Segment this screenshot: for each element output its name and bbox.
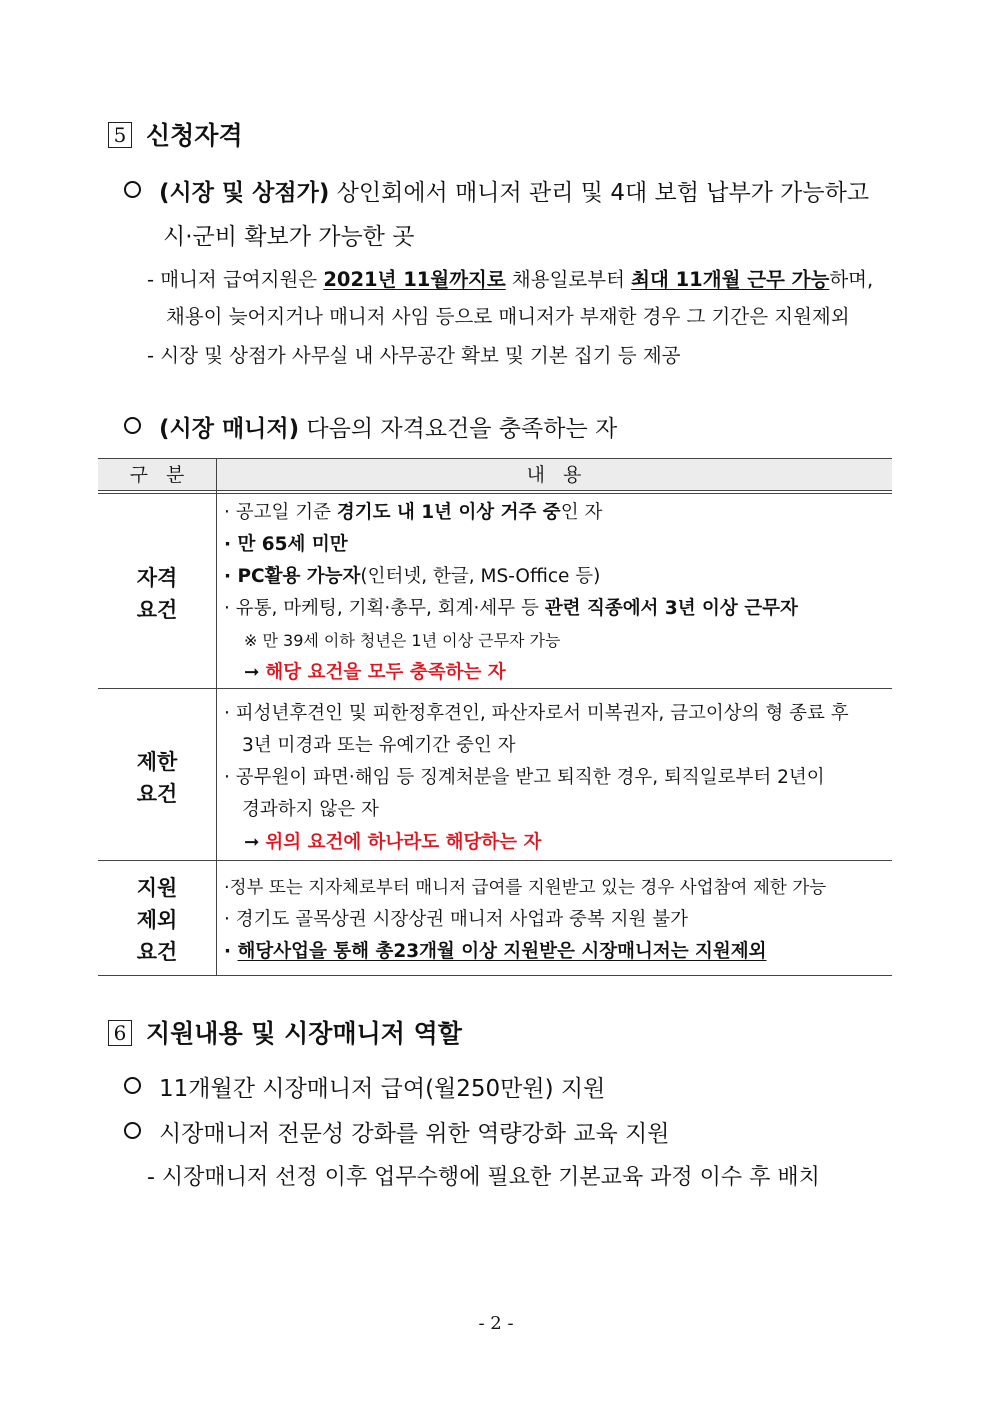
circle-bullet-icon <box>124 1077 141 1094</box>
sub-item-salary <box>147 264 873 292</box>
table-bottom-border <box>98 975 892 976</box>
label-line: 제한 <box>136 750 178 774</box>
sub-item-training-detail: - 시장매니저 선정 이후 업무수행에 필요한 기본교육 과정 이수 후 배치 <box>147 1165 820 1190</box>
sub-item-salary-cont: 채용이 늦어지거나 매니저 사임 등으로 매니저가 부재한 경우 그 기간은 지원제외 <box>166 305 850 328</box>
column-divider <box>216 458 217 976</box>
restrict-item-official: · 공무원이 파면·해임 등 징계처분을 받고 퇴직한 경우, 퇴직일로부터 2년이 <box>224 767 825 788</box>
section-title: 신청자격 <box>146 121 243 150</box>
section-6-heading <box>108 1014 462 1050</box>
underlined-text: 해당사업을 통해 총23개월 이상 지원받은 시장매니저는 지원제외 <box>237 941 767 962</box>
bullet-item-market-cont: 시·군비 확보가 가능한 곳 <box>163 224 415 250</box>
bold-text: 관련 직종에서 3년 이상 근무자 <box>544 598 798 619</box>
label-line: 제외 <box>136 908 178 932</box>
table-header <box>98 458 892 491</box>
text-span: 인 자 <box>560 502 603 523</box>
header-divider <box>98 490 892 494</box>
restrict-item-guardian: · 피성년후견인 및 피한정후견인, 파산자로서 미복권자, 금고이상의 형 종료 후 <box>224 703 849 724</box>
qual-item-age: · 만 65세 미만 <box>224 534 348 555</box>
label-line: 자격 <box>136 566 178 590</box>
bullet-item-market <box>124 174 869 207</box>
text-span: · 공고일 기준 <box>224 502 337 523</box>
bold-text: · PC활용 가능자 <box>224 566 361 587</box>
row-label-qualification <box>98 562 216 626</box>
section-title: 지원내용 및 시장매니저 역할 <box>146 1019 462 1048</box>
circle-bullet-icon <box>124 417 141 434</box>
qual-item-experience <box>224 594 798 620</box>
header-content: 내 용 <box>526 464 582 486</box>
text-span: - 매니저 급여지원은 <box>147 268 324 291</box>
section-number-box: 6 <box>108 1020 132 1046</box>
bullet-item-training <box>124 1115 669 1148</box>
row-divider <box>98 860 892 861</box>
result-text: 위의 요건에 하나라도 해당하는 자 <box>265 832 542 853</box>
restrict-item-official-cont: 경과하지 않은 자 <box>242 799 379 820</box>
qual-item-residence <box>224 498 602 524</box>
item-text: 11개월간 시장매니저 급여(월250만원) 지원 <box>159 1076 606 1102</box>
page-number: - 2 - <box>478 1313 514 1334</box>
section-5-heading <box>108 116 243 152</box>
header-category: 구 분 <box>129 464 185 486</box>
qual-result <box>244 658 506 684</box>
text-span: · 유통, 마케팅, 기획·총무, 회계·세무 등 <box>224 598 545 619</box>
bullet-item-salary-support <box>124 1070 605 1103</box>
restrict-item-guardian-cont: 3년 미경과 또는 유예기간 중인 자 <box>242 735 516 756</box>
circle-bullet-icon <box>124 181 141 198</box>
item-text: 시장매니저 전문성 강화를 위한 역량강화 교육 지원 <box>159 1121 670 1147</box>
text-span: 하며, <box>829 268 874 291</box>
restrict-result <box>244 828 541 854</box>
result-text: 해당 요건을 모두 충족하는 자 <box>265 662 506 683</box>
arrow-icon: ➞ <box>244 832 260 853</box>
bold-text: 경기도 내 1년 이상 거주 중 <box>336 502 561 523</box>
excl-item-duplicate: · 경기도 골목상권 시장상권 매니저 사업과 중복 지원 불가 <box>224 909 688 930</box>
text-span: 채용일로부터 <box>505 268 632 291</box>
underlined-text: 최대 11개월 근무 가능 <box>631 268 830 291</box>
sub-item-office: - 시장 및 상점가 사무실 내 사무공간 확보 및 기본 집기 등 제공 <box>147 344 681 367</box>
row-label-exclusion <box>98 872 216 968</box>
bold-text: · <box>224 941 238 962</box>
item-text: 상인회에서 매니저 관리 및 4대 보험 납부가 가능하고 <box>329 180 870 206</box>
row-divider <box>98 688 892 689</box>
item-bold-label: (시장 매니저) <box>159 416 300 442</box>
row-label-restriction <box>98 746 216 810</box>
qual-item-pc <box>224 562 600 588</box>
label-line: 요건 <box>136 940 178 964</box>
label-line: 요건 <box>136 782 178 806</box>
text-span: (인터넷, 한글, MS-Office 등) <box>360 566 601 587</box>
label-line: 요건 <box>136 598 178 622</box>
circle-bullet-icon <box>124 1122 141 1139</box>
excl-item-23months <box>224 937 767 963</box>
item-text: 다음의 자격요건을 충족하는 자 <box>299 416 618 442</box>
bullet-item-manager <box>124 410 617 443</box>
item-bold-label: (시장 및 상점가) <box>159 180 330 206</box>
section-number-box: 5 <box>108 122 132 148</box>
arrow-icon: ➞ <box>244 662 260 683</box>
label-line: 지원 <box>136 876 178 900</box>
qual-note: ※ 만 39세 이하 청년은 1년 이상 근무자 가능 <box>244 631 561 650</box>
underlined-text: 2021년 11월까지로 <box>323 268 506 291</box>
excl-item-government: ·정부 또는 지자체로부터 매니저 급여를 지원받고 있는 경우 사업참여 제한 가능 <box>224 878 827 898</box>
